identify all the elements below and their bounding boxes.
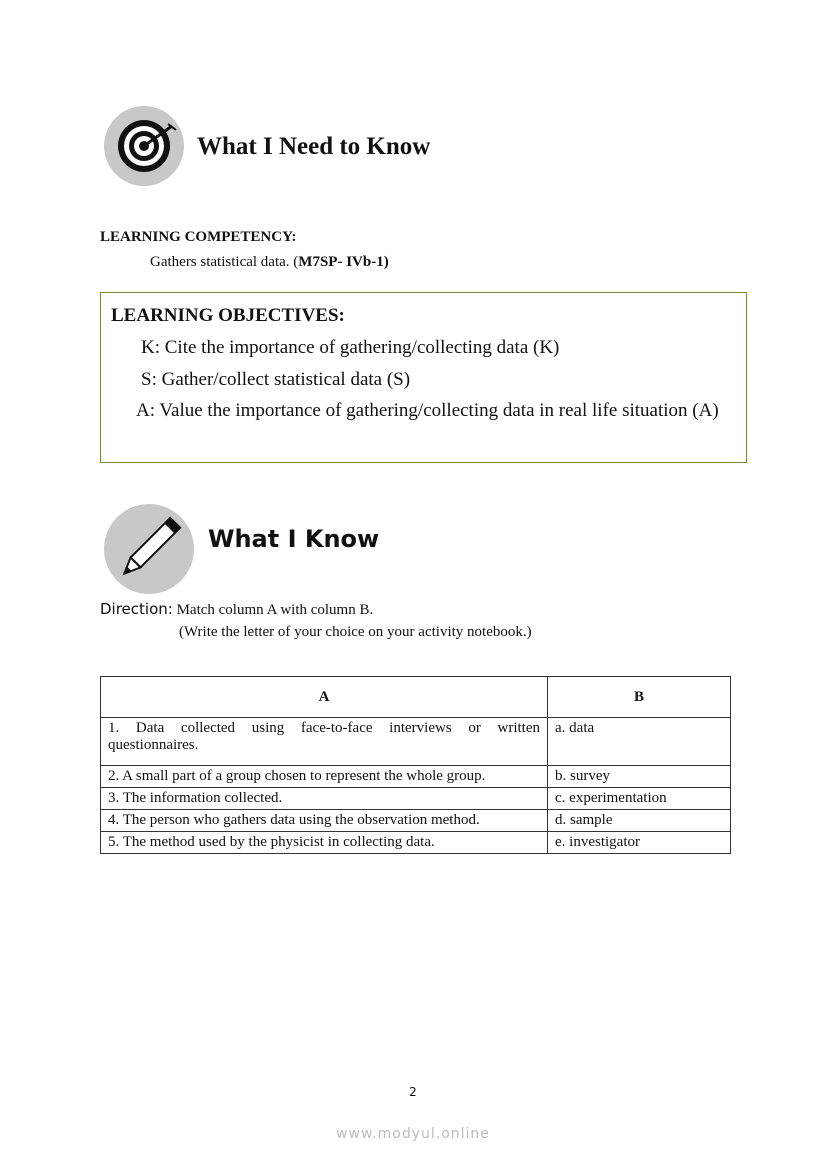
competency-code: M7SP- IVb-1) <box>298 254 389 270</box>
item-a: 1. Data collected using face-to-face interviews or written questionnaires. <box>101 718 548 766</box>
item-a: 2. A small part of a group chosen to represent the whole group. <box>101 766 548 788</box>
item-a: 3. The information collected. <box>101 788 548 810</box>
item-b: b. survey <box>548 766 731 788</box>
direction-line2: (Write the letter of your choice on your activity notebook.) <box>179 624 532 640</box>
competency-description: Gathers statistical data. ( <box>150 254 299 270</box>
objectives-label: LEARNING OBJECTIVES: <box>111 305 345 326</box>
table-header-row <box>101 677 731 718</box>
competency-label: LEARNING COMPETENCY: <box>100 229 297 245</box>
table-row <box>101 810 731 832</box>
table-row <box>101 788 731 810</box>
objective-k: K: Cite the importance of gathering/collecting data (K) <box>141 337 560 358</box>
matching-table <box>100 676 731 854</box>
item-b: e. investigator <box>548 832 731 854</box>
column-a-header: A <box>101 677 548 718</box>
item-b: c. experimentation <box>548 788 731 810</box>
direction-line1: Match column A with column B. <box>176 602 374 618</box>
target-icon <box>104 106 184 186</box>
watermark: www.modyul.online <box>336 1126 490 1142</box>
item-a: 4. The person who gathers data using the observation method. <box>101 810 548 832</box>
objective-s: S: Gather/collect statistical data (S) <box>141 369 411 390</box>
objective-a: A: Value the importance of gathering/collecting data in real life situation (A) <box>136 400 719 421</box>
item-b: a. data <box>548 718 731 766</box>
table-row <box>101 766 731 788</box>
pencil-icon <box>104 504 194 594</box>
item-a: 5. The method used by the physicist in collecting data. <box>101 832 548 854</box>
section-title-what-i-know: What I Know <box>208 525 380 553</box>
table-row <box>101 832 731 854</box>
item-b: d. sample <box>548 810 731 832</box>
column-b-header: B <box>548 677 731 718</box>
direction-label: Direction: <box>100 600 173 618</box>
direction <box>100 600 373 619</box>
page-number: 2 <box>409 1085 417 1099</box>
section-title-what-i-need-to-know: What I Need to Know <box>197 133 431 160</box>
competency-text <box>150 254 389 271</box>
table-row <box>101 718 731 766</box>
